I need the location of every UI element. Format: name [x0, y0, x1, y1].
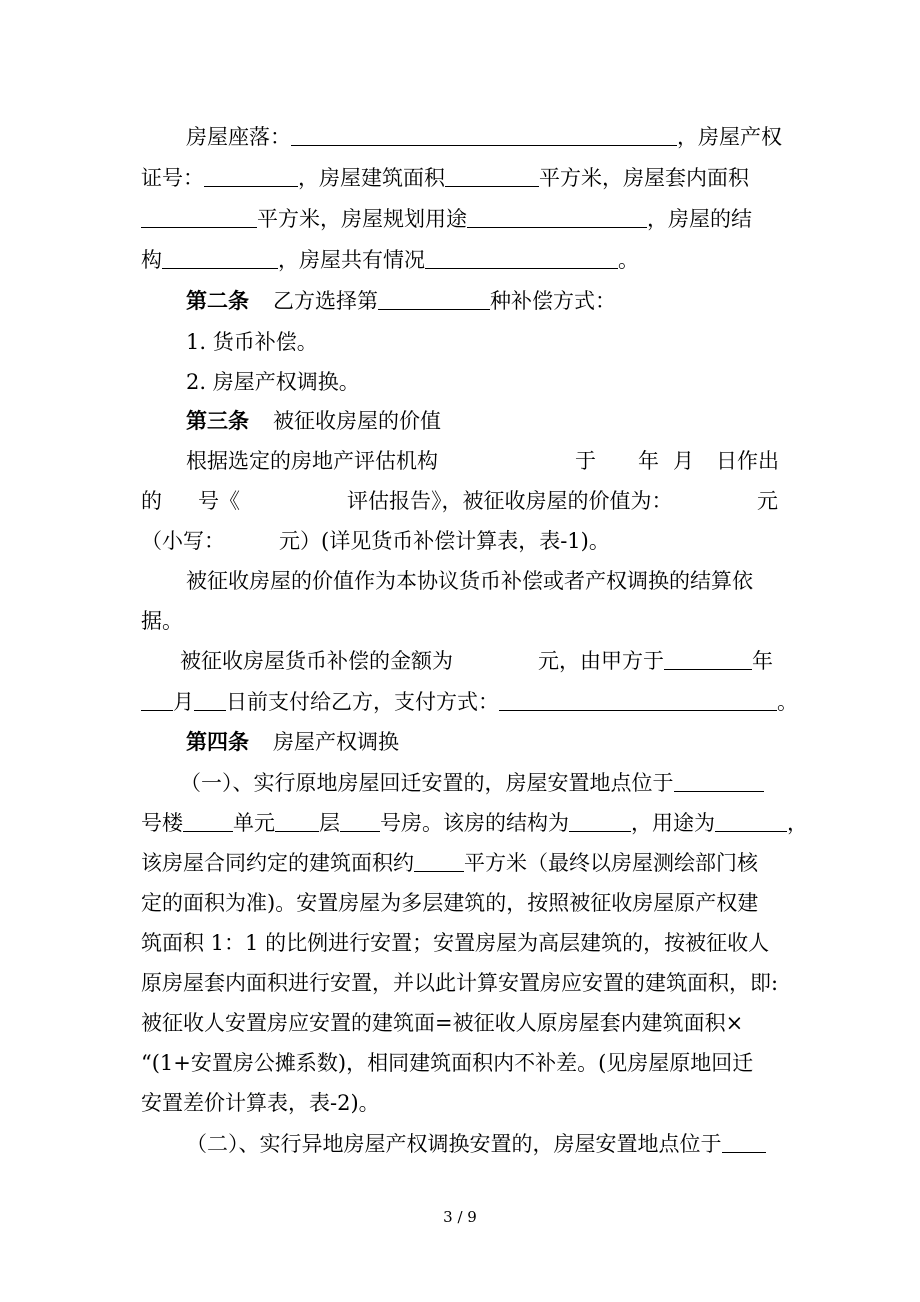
text: 平方米（最终以房屋测绘部门核	[464, 851, 758, 875]
paragraph-text: 筑面积 1：1 的比例进行安置；安置房屋为高层建筑的，按被征收人	[141, 931, 770, 955]
blank-contract-area	[414, 849, 464, 872]
blank-cert-no	[204, 164, 298, 187]
text: 于	[575, 449, 596, 473]
article-3-heading: 第三条	[186, 408, 249, 433]
text: 。	[777, 690, 798, 714]
paragraph-text: 被征收人安置房应安置的建筑面=被征收人原房屋套内建筑面积×	[141, 1011, 744, 1035]
paragraph-text: 被征收房屋的价值作为本协议货币补偿或者产权调换的结算依	[186, 569, 753, 593]
paragraph-text: 定的面积为准)。安置房屋为多层建筑的，按照被征收房屋原产权建	[141, 891, 759, 915]
text: ，	[787, 811, 808, 835]
text: ，房屋共有情况	[278, 248, 425, 272]
text: ，用途为	[631, 811, 715, 835]
text: ，房屋产权	[677, 125, 782, 149]
text: 元	[757, 489, 778, 513]
line-area	[141, 204, 752, 234]
text: 号房。该房的结构为	[380, 811, 569, 835]
blank-site	[674, 769, 764, 792]
section-1-line-2	[141, 808, 808, 838]
blank-room	[340, 809, 380, 832]
blank-pay-day	[194, 688, 226, 711]
text: 层	[319, 811, 340, 835]
paragraph-text: 安置差价计算表，表-2)。	[141, 1091, 380, 1115]
text: 单元	[233, 811, 275, 835]
paragraph-text: 原房屋套内面积进行安置，并以此计算安置房应安置的建筑面积，即:	[141, 971, 779, 995]
text: 元）(详见货币补偿计算表，表-1)。	[279, 529, 610, 553]
text: 日作出	[716, 449, 779, 473]
option-1: 1. 货币补偿。	[186, 330, 318, 354]
text: 该房屋合同约定的建筑面积约	[141, 851, 414, 875]
text: ，房屋的结	[647, 207, 752, 231]
text: 元，由甲方于	[538, 649, 664, 673]
blank-location	[291, 123, 677, 146]
text: （一）、实行原地房屋回迁安置的，房屋安置地点位于	[180, 771, 674, 795]
text: 被征收房屋货币补偿的金额为	[180, 649, 453, 673]
blank-remote-site	[722, 1130, 766, 1153]
text: 月	[673, 449, 694, 473]
paragraph-text: 据。	[141, 609, 183, 633]
text: 的	[141, 489, 162, 513]
text: 房屋座落：	[186, 125, 291, 149]
payment-line-1	[180, 646, 453, 676]
blank-option	[378, 287, 490, 310]
text: 构	[141, 248, 162, 272]
blank-usage	[467, 205, 647, 228]
text: （二）、实行异地房屋产权调换安置的，房屋安置地点位于	[186, 1132, 722, 1156]
blank-shared	[425, 246, 618, 269]
text: 。	[618, 248, 639, 272]
blank-unit	[183, 809, 233, 832]
text: 平方米，房屋套内面积	[539, 166, 749, 190]
blank-inner-area	[141, 205, 257, 228]
payment-line-1b	[538, 646, 773, 676]
article-4	[186, 727, 399, 757]
text: 号楼	[141, 811, 183, 835]
blank-building-area	[445, 164, 539, 187]
text: 日前支付给乙方，支付方式：	[226, 690, 499, 714]
text: 平方米，房屋规划用途	[257, 207, 467, 231]
article-2	[186, 286, 616, 316]
section-1-line-1	[180, 768, 764, 798]
payment-line-2	[141, 687, 798, 717]
blank-pay-method	[499, 688, 777, 711]
line-cert	[141, 163, 749, 193]
text: 证号：	[141, 166, 204, 190]
text: （小写：	[141, 529, 225, 553]
text: 月	[173, 690, 194, 714]
blank-pay-year	[664, 647, 752, 670]
text: 号《	[198, 489, 240, 513]
section-1-line-3	[141, 848, 758, 878]
line-location	[186, 122, 782, 152]
article-3	[186, 406, 441, 436]
text: 种补偿方式：	[490, 289, 616, 313]
blank-pay-month	[141, 688, 173, 711]
text: 根据选定的房地产评估机构	[186, 449, 438, 473]
blank-purpose	[715, 809, 787, 832]
blank-floor	[275, 809, 319, 832]
text: 评估报告》，被征收房屋的价值为：	[347, 489, 673, 513]
value-line-1	[186, 446, 438, 476]
blank-structure	[162, 246, 278, 269]
line-structure	[141, 245, 639, 275]
blank-structure-type	[569, 809, 631, 832]
text: 房屋产权调换	[273, 730, 399, 754]
article-2-heading: 第二条	[186, 288, 249, 313]
option-2: 2. 房屋产权调换。	[186, 370, 360, 394]
article-4-heading: 第四条	[186, 729, 249, 754]
section-2-line-1	[186, 1129, 766, 1159]
text: 年	[638, 449, 659, 473]
text: 年	[752, 649, 773, 673]
text: 乙方选择第	[273, 289, 378, 313]
paragraph-text: “(1+安置房公摊系数)，相同建筑面积内不补差。(见房屋原地回迁	[141, 1051, 754, 1075]
text: 被征收房屋的价值	[273, 409, 441, 433]
text: ，房屋建筑面积	[298, 166, 445, 190]
page-number: 3 / 9	[443, 1208, 477, 1226]
